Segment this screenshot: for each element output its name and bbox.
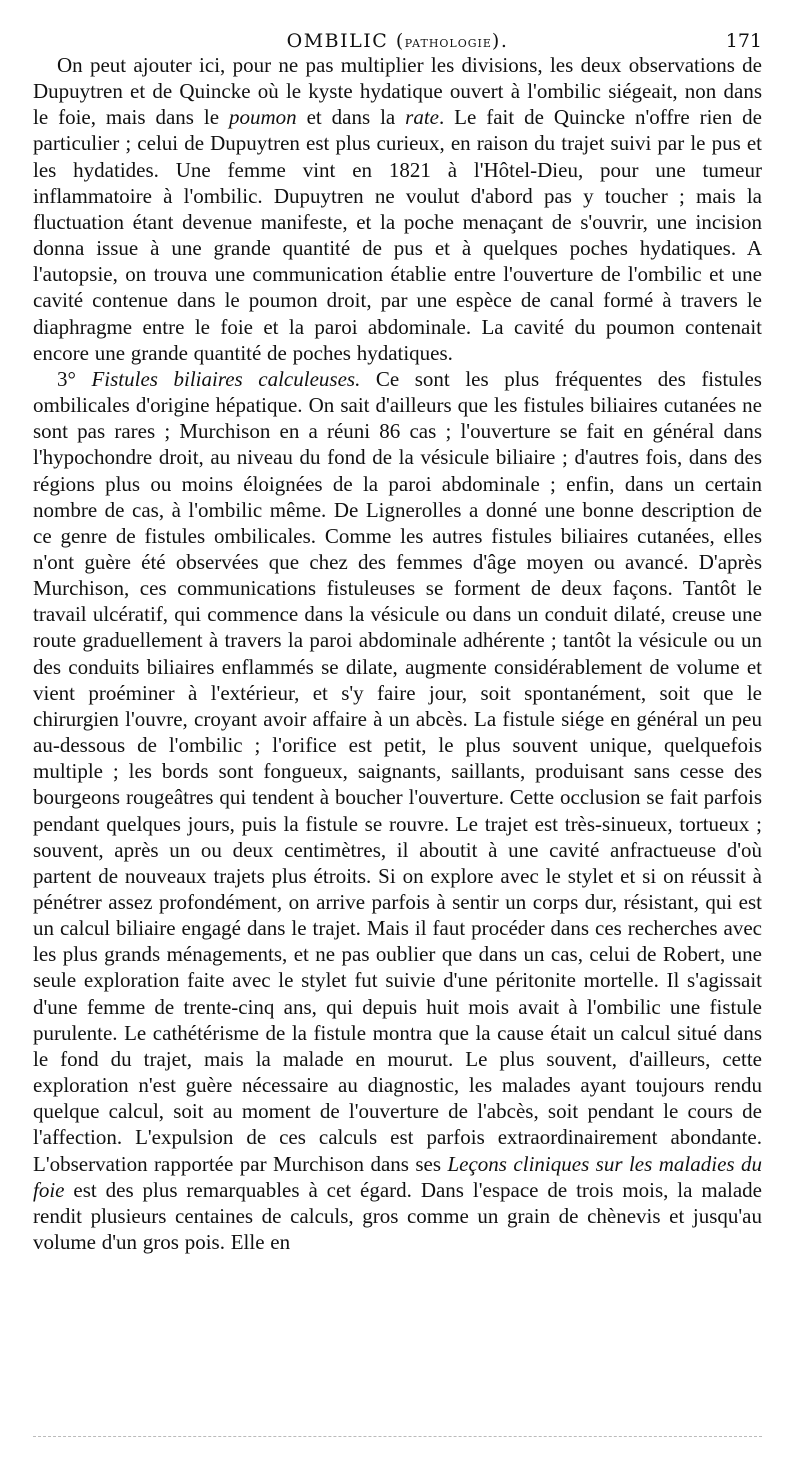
paragraph-kyste [33, 52, 762, 366]
section-number: 3° [57, 366, 92, 391]
section-heading: Fistules biliaires calculeuses. [91, 366, 361, 391]
running-title-subject: pathologie [404, 33, 492, 51]
running-title-main: OMBILIC ( [286, 30, 405, 52]
page-number: 171 [725, 30, 762, 52]
italic-run: rate [405, 105, 439, 130]
page-header [33, 0, 762, 52]
text-run: est des plus remarquables à cet égard. Dans l'espace de trois mois, la malade rendit plusieurs centaines de calculs, gros comme un grain de chènevis et jusqu'au volume d'un gros pois. Elle en [33, 1177, 762, 1255]
text-run: On peut ajouter ici, pour ne pas multiplier les divisions, les deux observations de Dupuytren et de Quincke où le kyste hydatique ouvert à l'ombilic siégeait, non dans le foie, mais dans le [33, 53, 762, 130]
running-title-end: ). [491, 30, 509, 52]
running-title [33, 30, 762, 52]
text-run: . Le fait de Quincke n'offre rien de particulier ; celui de Dupuytren est plus curieux, en raison du trajet suivi par le pus et les hydatides. Une femme vint en 1821 à l'Hôtel-Dieu, pour une tumeur inflammatoire à l'ombilic. Dupuytren ne voulut d'abord pas y toucher ; mais la fluctuation étant devenue manifeste, et la poche menaçant de s'ouvrir, une incision donna issue à une grande quantité de pus et à quelques poches hydatiques. A l'autopsie, on trouva une communication établie entre l'ouverture de l'ombilic et une cavité contenue dans le poumon droit, par une espèce de canal formé à travers le diaphragme entre le foie et la paroi abdominale. La cavité du poumon contenait encore une grande quantité de poches hydatiques. [33, 105, 762, 365]
italic-run: poumon [228, 105, 297, 130]
text-run: et dans la [296, 105, 406, 130]
text-run: Ce sont les plus fréquentes des fistules ombilicales d'origine hépatique. On sait d'ailleurs que les fistules biliaires cutanées ne sont pas rares ; Murchison en a réuni 86 cas ; l'ouverture se fait en général dans l'hypochondre droit, au niveau du fond de la vésicule biliaire ; d'autres fois, dans des régions plus ou moins éloignées de la paroi abdominale ; enfin, dans un certain nombre de cas, à l'ombilic même. De Lignerolles a donné une bonne description de ce genre de fistules ombilicales. Comme les autres fistules biliaires cutanées, elles n'ont guère été observées que chez des femmes d'âge moyen ou avancé. D'après Murchison, ces communications fistuleuses se forment de deux façons. Tantôt le travail ulcératif, qui commence dans la vésicule ou dans un conduit dilaté, creuse une route graduellement à travers la paroi abdominale adhérente ; tantôt la vésicule ou un des conduits biliaires enflammés se dilate, augmente considérablement de volume et vient proéminer à l'extérieur, et s'y faire jour, soit spontanément, soit que le chirurgien l'ouvre, croyant avoir affaire à un abcès. La fistule siége en général un peu au-dessous de l'ombilic ; l'orifice est petit, le plus souvent unique, quelquefois multiple ; les bords sont fongueux, saignants, saillants, produisant sans cesse des bourgeons rougeâtres qui tendent à boucher l'ouverture. Cette occlusion se fait parfois pendant quelques jours, puis la fistule se rouvre. Le trajet est très-sinueux, tortueux ; souvent, après un ou deux centimètres, il aboutit à une cavité anfractueuse d'où partent de nouveaux trajets plus étroits. Si on explore avec le stylet et si on réussit à pénétrer assez profondément, on arrive parfois à sentir un corps dur, résistant, qui est un calcul biliaire engagé dans le trajet. Mais il faut procéder dans ces recherches avec les plus grands ménagements, et ne pas oublier que dans un cas, celui de Robert, une seule exploration faite avec le stylet fut suivie d'une péritonite mortelle. Il s'agissait d'une femme de trente-cinq ans, qui depuis huit mois avait à l'ombilic une fistule purulente. Le cathétérisme de la fistule montra que la cause était un calcul situé dans le fond du trajet, mais la malade en mourut. Le plus souvent, d'ailleurs, cette exploration n'est guère nécessaire au diagnostic, les malades ayant toujours rendu quelque calcul, soit au moment de l'ouverture de l'abcès, soit pendant le cours de l'affection. L'expulsion de ces calculs est parfois extraordinairement abondante. L'observation rapportée par Murchison dans ses [33, 366, 762, 1176]
page-bottom-divider [33, 1436, 762, 1437]
paragraph-fistules-biliaires [33, 366, 762, 1255]
book-title: Leçons cliniques sur les maladies du foie [33, 1151, 762, 1202]
body-text [33, 52, 762, 1255]
